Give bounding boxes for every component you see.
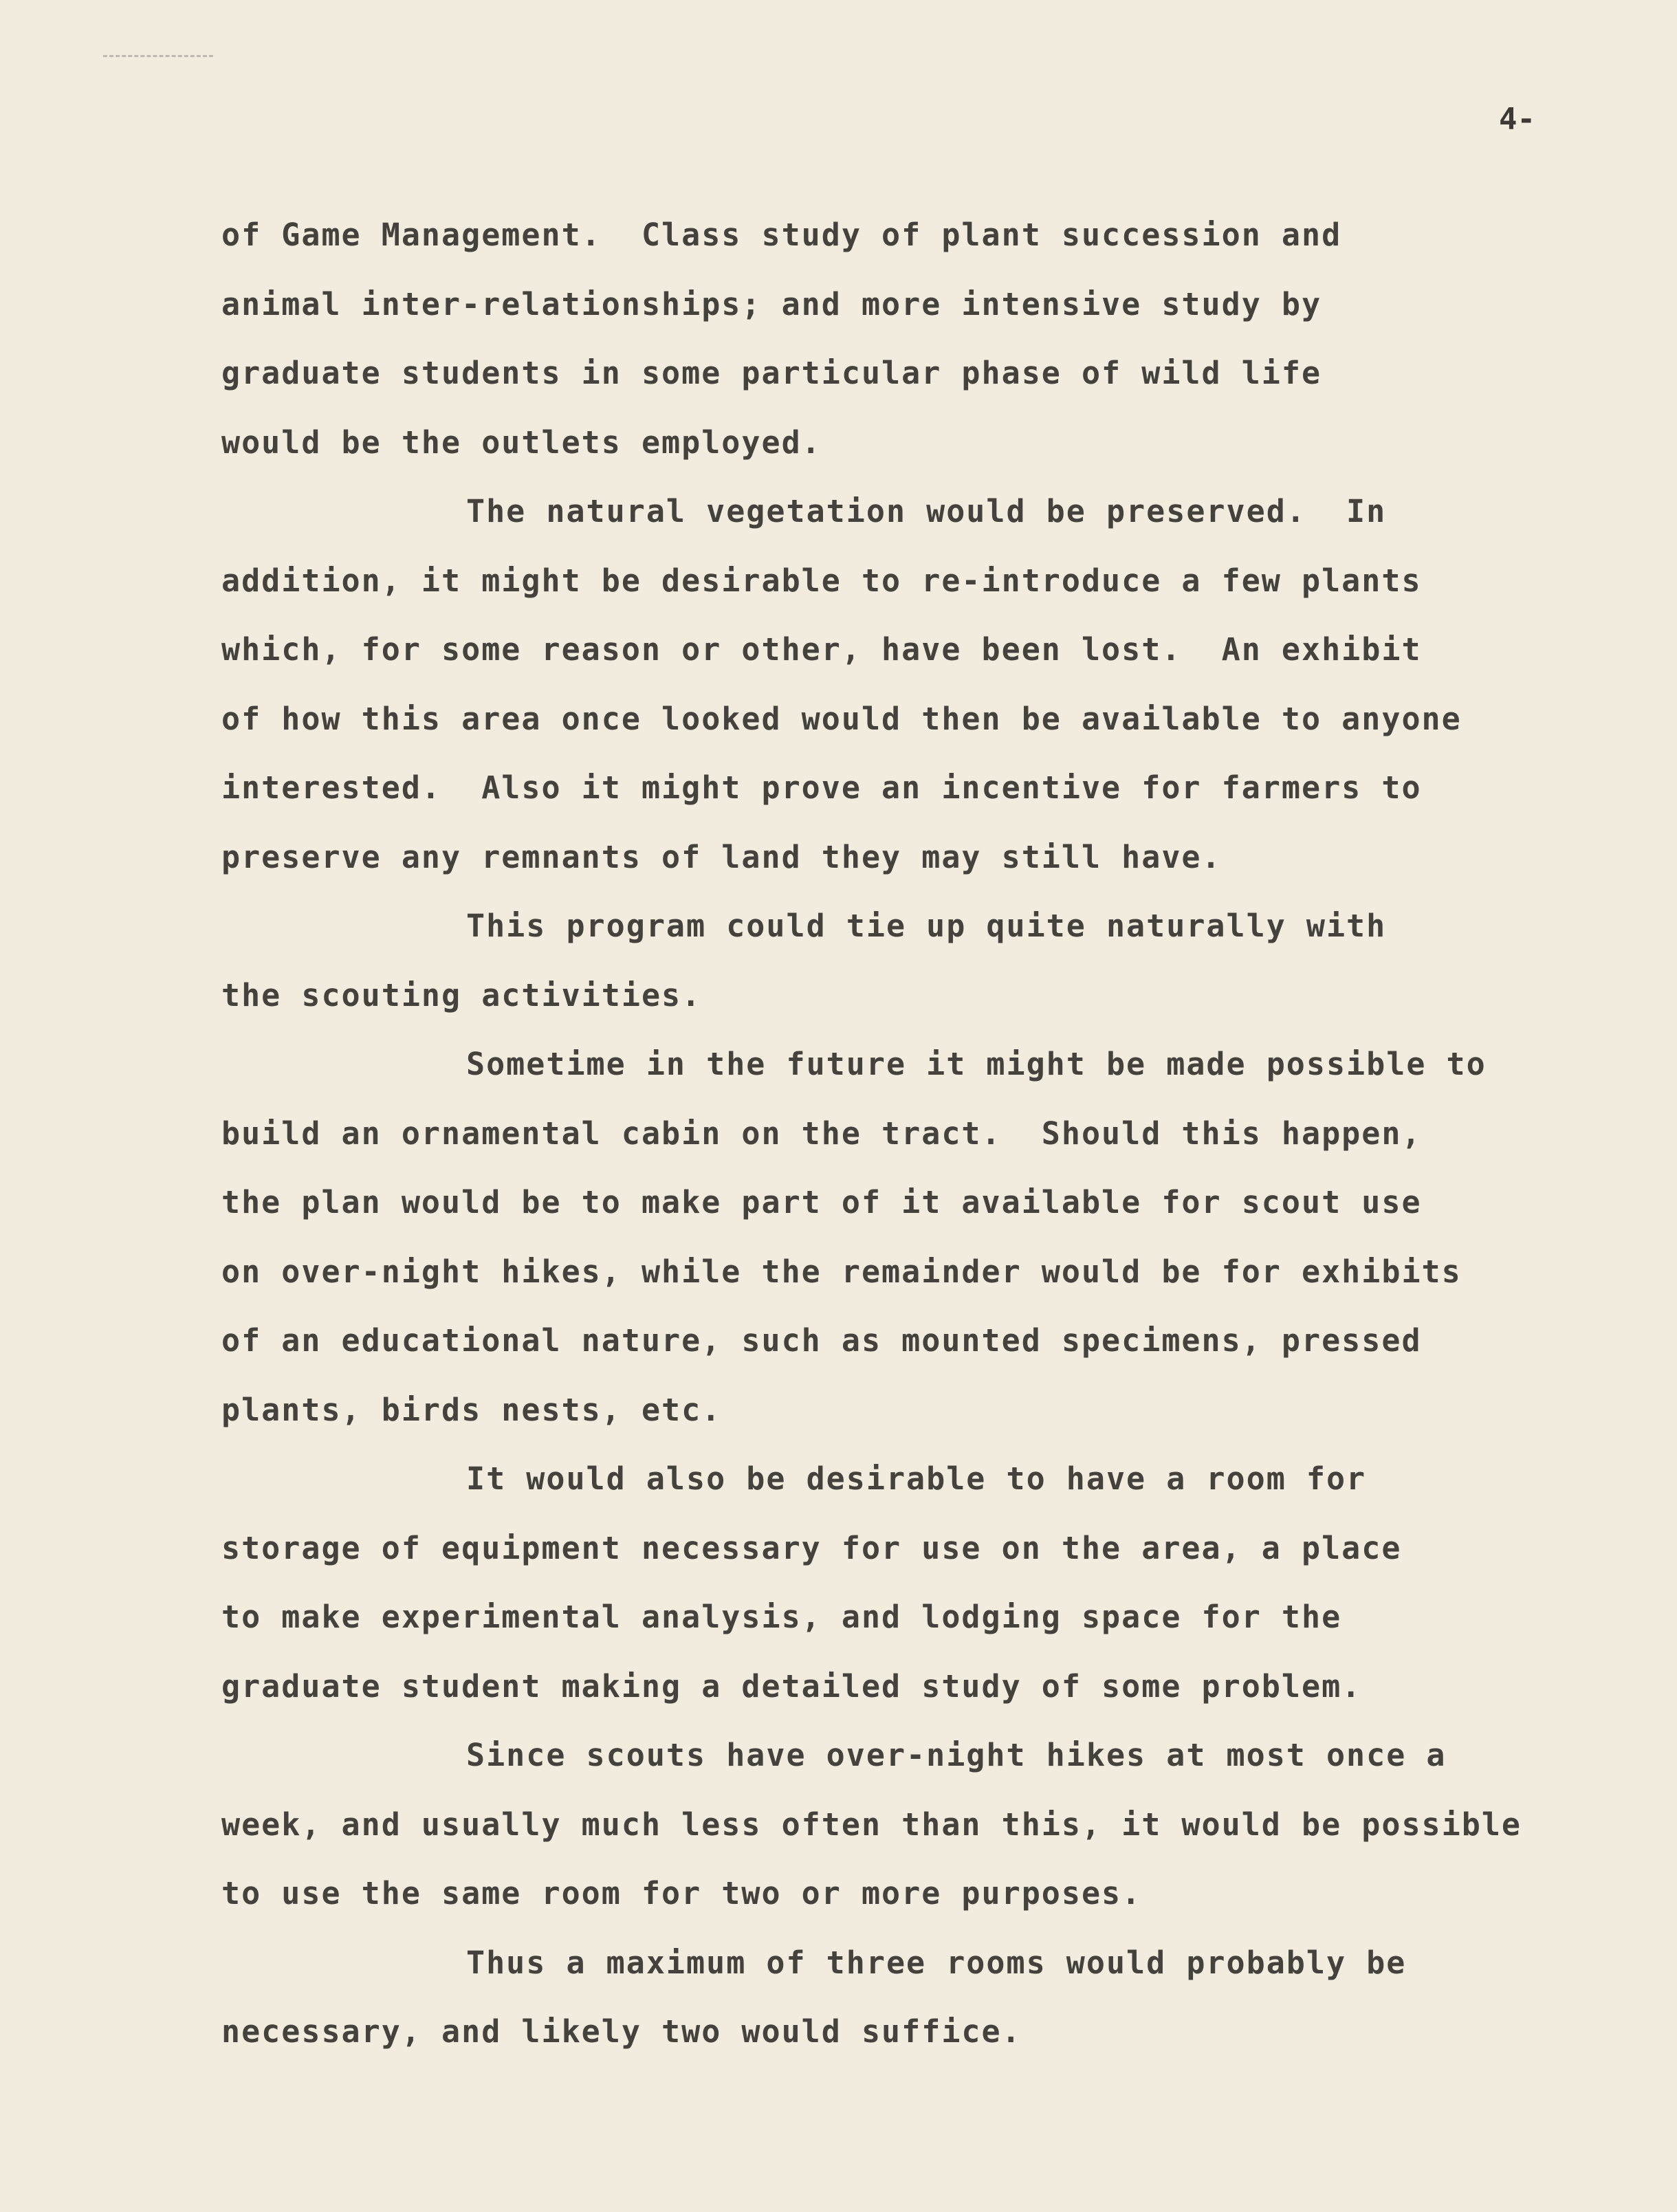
text-line: week, and usually much less often than this, it would be possible: [221, 1806, 1522, 1843]
paragraph-start-line: Thus a maximum of three rooms would probably be: [466, 1944, 1407, 1981]
scan-mark: [103, 55, 213, 57]
paragraph-start-line: The natural vegetation would be preserved. In: [466, 493, 1387, 529]
text-line: addition, it might be desirable to re-introduce a few plants: [221, 562, 1422, 599]
page-number: 4-: [1499, 102, 1535, 137]
text-line: build an ornamental cabin on the tract. Should this happen,: [221, 1115, 1422, 1152]
text-line: which, for some reason or other, have been lost. An exhibit: [221, 631, 1422, 668]
paragraph-start-line: Since scouts have over-night hikes at most once a: [466, 1737, 1447, 1773]
text-line: plants, birds nests, etc.: [221, 1391, 722, 1428]
text-line: on over-night hikes, while the remainder would be for exhibits: [221, 1253, 1462, 1290]
text-line: graduate students in some particular phase of wild life: [221, 355, 1322, 391]
text-line: preserve any remnants of land they may still have.: [221, 838, 1222, 875]
text-line: would be the outlets employed.: [221, 424, 822, 461]
paragraph-start-line: This program could tie up quite naturally with: [466, 908, 1387, 944]
text-line: to make experimental analysis, and lodging space for the: [221, 1599, 1342, 1635]
text-line: storage of equipment necessary for use on the area, a place: [221, 1529, 1402, 1566]
text-line: the plan would be to make part of it available for scout use: [221, 1184, 1422, 1220]
text-line: to use the same room for two or more purposes.: [221, 1875, 1142, 1912]
text-line: graduate student making a detailed study of some problem.: [221, 1667, 1362, 1705]
text-line: of how this area once looked would then be available to anyone: [221, 700, 1462, 737]
text-line: of an educational nature, such as mounted specimens, pressed: [221, 1322, 1422, 1359]
paragraph-start-line: It would also be desirable to have a room for: [466, 1460, 1367, 1497]
text-line: the scouting activities.: [221, 976, 702, 1014]
text-line: interested. Also it might prove an incentive for farmers to: [221, 769, 1422, 806]
text-line: of Game Management. Class study of plant succession and: [221, 217, 1342, 253]
text-line: animal inter-relationships; and more intensive study by: [221, 285, 1322, 322]
paragraph-start-line: Sometime in the future it might be made possible to: [466, 1046, 1487, 1082]
body-text: [221, 201, 1597, 2067]
text-line: necessary, and likely two would suffice.: [221, 2013, 1022, 2050]
